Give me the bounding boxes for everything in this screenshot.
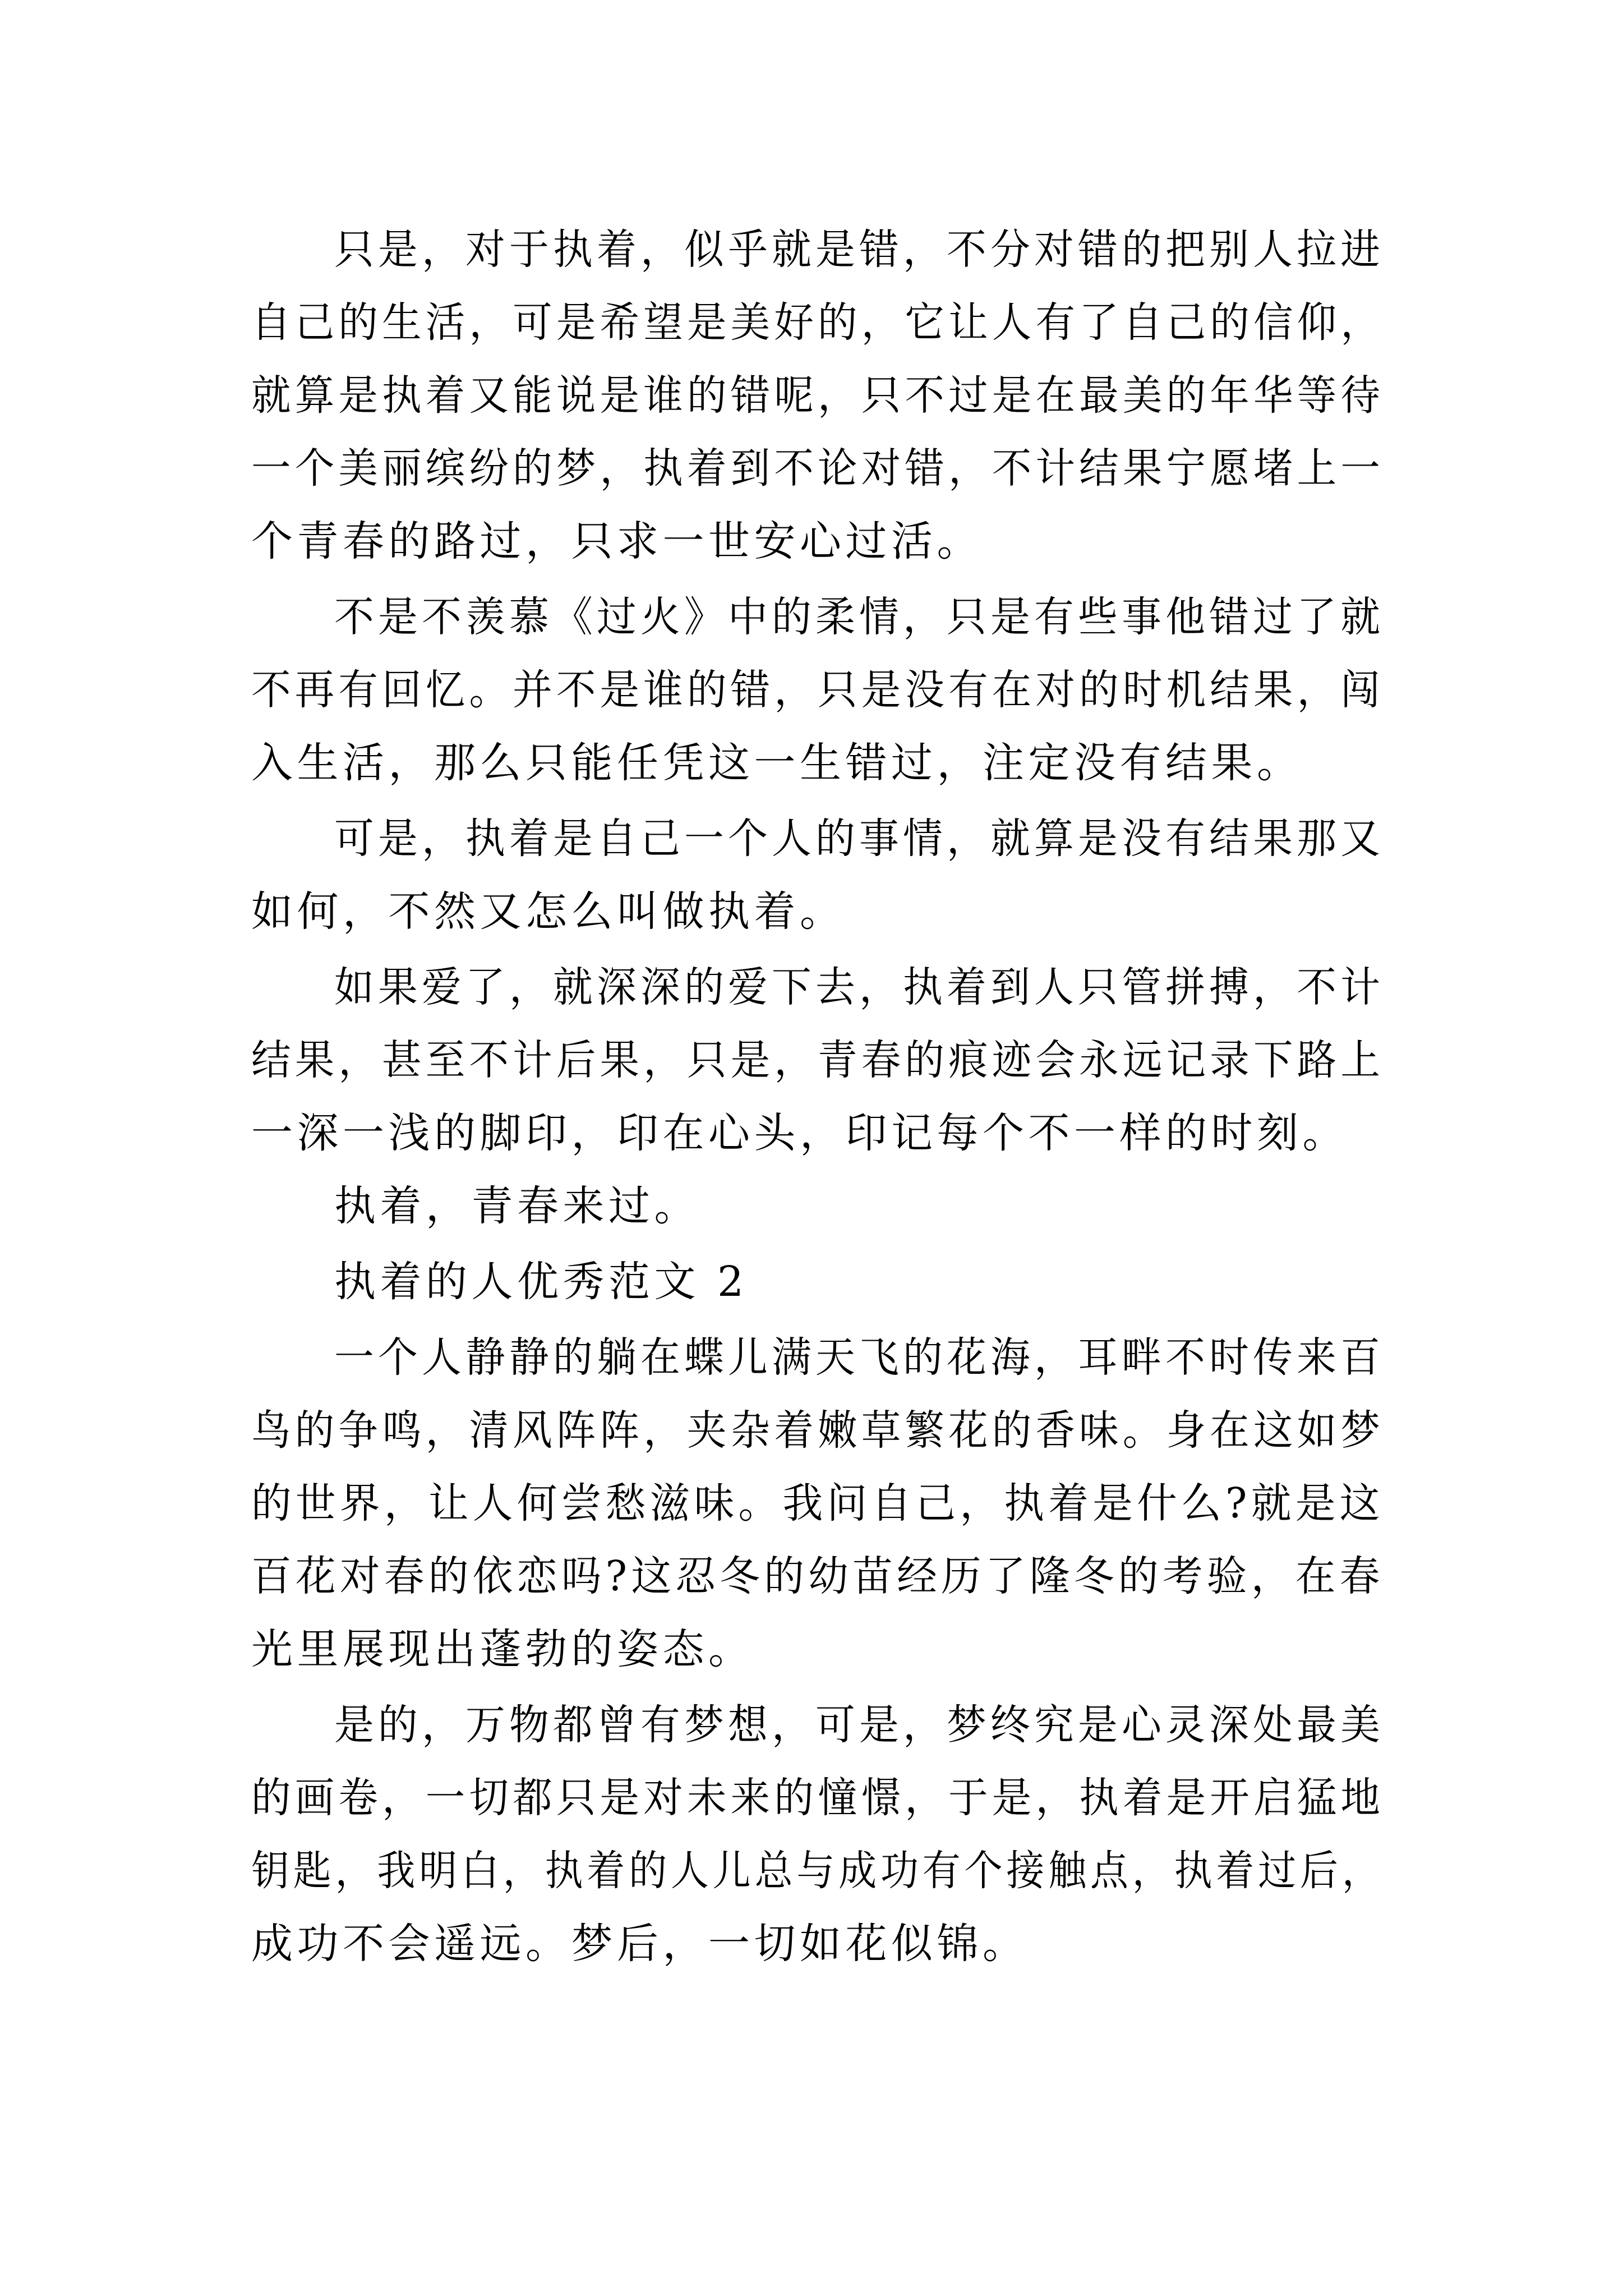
text-line: 就算是执着又能说是谁的错呢，只不过是在最美的年华等待: [251, 371, 1385, 420]
text-line: 百花对春的依恋吗?这忍冬的幼苗经历了隆冬的考验，在春: [251, 1552, 1384, 1600]
text-line: 的画卷，一切都只是对未来的憧憬，于是，执着是开启猛地: [251, 1774, 1385, 1822]
text-line: 只是，对于执着，似乎就是错，不分对错的把别人拉进: [334, 226, 1385, 274]
text-line: 不再有回忆。并不是谁的错，只是没有在对的时机结果，闯: [251, 666, 1385, 714]
text-line: 的世界，让人何尝愁滋味。我问自己，执着是什么?就是这: [251, 1479, 1384, 1527]
section-heading: 执着的人优秀范文 2: [334, 1258, 748, 1306]
text-line: 结果，甚至不计后果，只是，青春的痕迹会永远记录下路上: [251, 1036, 1385, 1084]
text-line: 光里展现出蓬勃的姿态。: [251, 1625, 754, 1673]
text-line: 鸟的争鸣，清风阵阵，夹杂着嫩草繁花的香味。身在这如梦: [251, 1406, 1385, 1455]
text-line: 一个美丽缤纷的梦，执着到不论对错，不计结果宁愿堵上一: [251, 444, 1385, 493]
text-line: 执着，青春来过。: [334, 1182, 700, 1230]
text-line: 自己的生活，可是希望是美好的，它让人有了自己的信仰，: [251, 298, 1385, 347]
text-line: 钥匙，我明白，执着的人儿总与成功有个接触点，执着过后，: [251, 1847, 1384, 1895]
text-line: 成功不会遥远。梦后，一切如花似锦。: [251, 1920, 1029, 1968]
text-line: 不是不羡慕《过火》中的柔情，只是有些事他错过了就: [334, 593, 1385, 641]
text-line: 如果爱了，就深深的爱下去，执着到人只管拼搏，不计: [334, 963, 1385, 1011]
text-line: 是的，万物都曾有梦想，可是，梦终究是心灵深处最美: [334, 1701, 1385, 1749]
text-line: 一深一浅的脚印，印在心头，印记每个不一样的时刻。: [251, 1109, 1348, 1157]
text-line: 可是，执着是自己一个人的事情，就算是没有结果那又: [334, 815, 1385, 863]
text-line: 入生活，那么只能任凭这一生错过，注定没有结果。: [251, 739, 1303, 787]
text-line: 个青春的路过，只求一世安心过活。: [251, 517, 983, 565]
text-line: 如何，不然又怎么叫做执着。: [251, 887, 846, 936]
text-line: 一个人静静的躺在蝶儿满天飞的花海，耳畔不时传来百: [334, 1333, 1385, 1382]
